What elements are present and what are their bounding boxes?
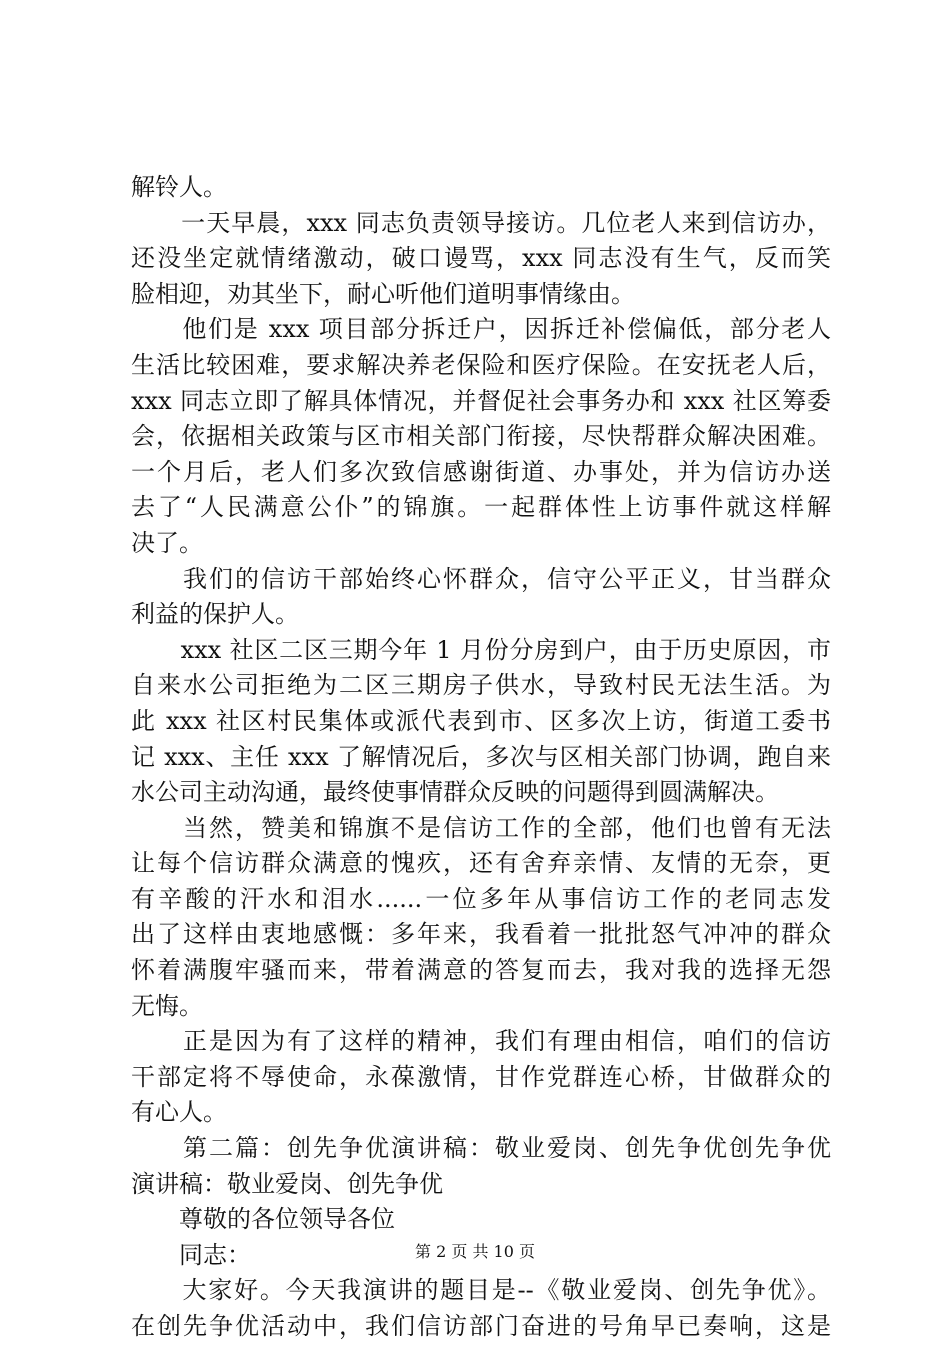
text-line: 出了这样由衷地感慨：多年来，我看着一批批怒气冲冲的群众 (131, 920, 831, 949)
text-line: 水公司主动沟通，最终使事情群众反映的问题得到圆满解决。 (131, 778, 779, 807)
text-line: 他们是 xxx 项目部分拆迁户，因拆迁补偿偏低，部分老人 (131, 315, 831, 344)
text-line: 解铃人。 (131, 173, 227, 201)
text-line: 干部定将不辱使命，永葆激情，甘作党群连心桥，甘做群众的 (131, 1062, 831, 1091)
text-line: 演讲稿：敬业爱岗、创先争优 (131, 1169, 443, 1198)
text-line: 去了“人民满意公仆”的锦旗。一起群体性上访事件就这样解 (131, 493, 831, 522)
text-line: 当然，赞美和锦旗不是信访工作的全部，他们也曾有无法 (131, 813, 831, 842)
text-line: 还没坐定就情绪激动，破口谩骂，xxx 同志没有生气，反而笑 (131, 244, 831, 273)
text-line: 此 xxx 社区村民集体或派代表到市、区多次上访，街道工委书 (131, 706, 831, 735)
text-line: 记 xxx、主任 xxx 了解情况后，多次与区相关部门协调，跑自来 (131, 742, 831, 771)
text-line: 有辛酸的汗水和泪水......一位多年从事信访工作的老同志发 (131, 884, 831, 913)
text-line: 第二篇：创先争优演讲稿：敬业爱岗、创先争优创先争优 (131, 1134, 831, 1163)
text-line: 有心人。 (131, 1098, 227, 1127)
text-line: 大家好。今天我演讲的题目是--《敬业爱岗、创先争优》。 (131, 1276, 831, 1305)
text-line: xxx 社区二区三期今年 1 月份分房到户，由于历史原因，市 (131, 635, 831, 664)
text-line: 一个月后，老人们多次致信感谢街道、办事处，并为信访办送 (131, 457, 831, 486)
text-line: 我们的信访干部始终心怀群众，信守公平正义，甘当群众 (131, 564, 831, 593)
text-line: 让每个信访群众满意的愧疚，还有舍弃亲情、友情的无奈，更 (131, 849, 831, 878)
text-line: 会，依据相关政策与区市相关部门衔接，尽快帮群众解决困难。 (131, 422, 831, 451)
text-line: 在创先争优活动中，我们信访部门奋进的号角早已奏响，这是 (131, 1312, 831, 1340)
text-line: 怀着满腹牢骚而来，带着满意的答复而去，我对我的选择无怨 (131, 956, 831, 985)
text-line: 一天早晨，xxx 同志负责领导接访。几位老人来到信访办， (131, 208, 831, 237)
text-line: 自来水公司拒绝为二区三期房子供水，导致村民无法生活。为 (131, 671, 831, 700)
text-line: 决了。 (131, 528, 203, 557)
document-body (131, 170, 831, 1345)
text-line: xxx 同志立即了解具体情况，并督促社会事务办和 xxx 社区筹委 (131, 386, 831, 415)
page-footer: 第 2 页 共 10 页 (415, 1242, 535, 1261)
text-line: 利益的保护人。 (131, 600, 299, 629)
text-line: 生活比较困难，要求解决养老保险和医疗保险。在安抚老人后， (131, 350, 831, 379)
text-line: 同志： (131, 1240, 251, 1269)
text-line: 无悔。 (131, 991, 203, 1020)
text-line: 尊敬的各位领导各位 (131, 1205, 395, 1234)
text-line: 脸相迎，劝其坐下，耐心听他们道明事情缘由。 (131, 279, 635, 308)
text-line: 正是因为有了这样的精神，我们有理由相信，咱们的信访 (131, 1027, 831, 1056)
